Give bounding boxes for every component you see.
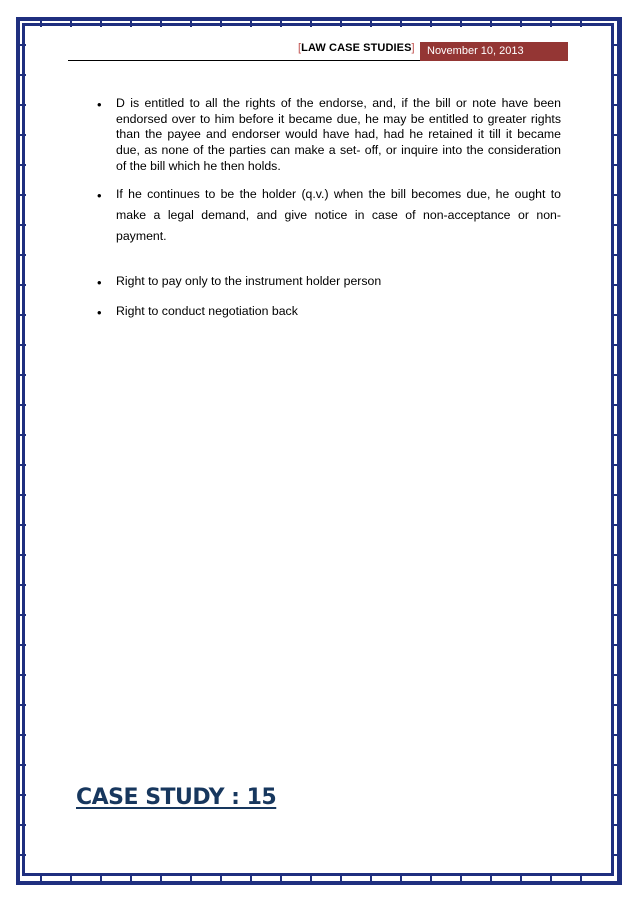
border-tick — [612, 524, 622, 526]
border-tick — [100, 875, 102, 885]
border-tick — [16, 104, 26, 106]
bullet-item — [95, 304, 561, 320]
border-tick — [612, 164, 622, 166]
border-tick — [190, 17, 192, 27]
border-tick — [70, 17, 72, 27]
border-tick — [16, 224, 26, 226]
border-tick — [550, 17, 552, 27]
header-title — [298, 42, 415, 54]
bullet-item — [95, 184, 561, 247]
border-tick — [16, 524, 26, 526]
border-tick — [612, 44, 622, 46]
border-tick — [612, 314, 622, 316]
border-tick — [612, 614, 622, 616]
border-tick — [16, 74, 26, 76]
border-tick — [16, 794, 26, 796]
border-tick — [16, 284, 26, 286]
border-tick — [220, 17, 222, 27]
border-tick — [612, 584, 622, 586]
bullet-text: Right to conduct negotiation back — [116, 304, 298, 319]
border-tick — [612, 824, 622, 826]
border-tick — [612, 734, 622, 736]
border-tick — [612, 134, 622, 136]
border-tick — [400, 875, 402, 885]
border-tick — [16, 254, 26, 256]
border-tick — [16, 704, 26, 706]
border-tick — [16, 614, 26, 616]
border-tick — [130, 875, 132, 885]
border-tick — [612, 854, 622, 856]
border-tick — [16, 494, 26, 496]
border-tick — [612, 284, 622, 286]
border-tick — [16, 824, 26, 826]
border-tick — [460, 875, 462, 885]
border-tick — [16, 164, 26, 166]
border-tick — [612, 644, 622, 646]
border-tick — [250, 875, 252, 885]
border-tick — [280, 17, 282, 27]
border-tick — [520, 875, 522, 885]
border-tick — [612, 344, 622, 346]
border-tick — [160, 875, 162, 885]
border-tick — [16, 314, 26, 316]
border-tick — [612, 674, 622, 676]
border-tick — [16, 584, 26, 586]
border-tick — [130, 17, 132, 27]
border-tick — [160, 17, 162, 27]
border-tick — [612, 104, 622, 106]
border-tick — [612, 434, 622, 436]
header-date-box — [420, 42, 568, 61]
border-tick — [400, 17, 402, 27]
border-tick — [612, 404, 622, 406]
bullet-dot-icon: • — [97, 187, 102, 203]
bullet-item — [95, 274, 561, 290]
border-tick — [612, 554, 622, 556]
header-title-text: LAW CASE STUDIES — [301, 42, 412, 54]
border-tick — [612, 764, 622, 766]
border-tick — [580, 17, 582, 27]
border-tick — [16, 674, 26, 676]
border-tick — [340, 875, 342, 885]
border-tick — [612, 794, 622, 796]
bullet-dot-icon: • — [97, 305, 102, 321]
border-tick — [220, 875, 222, 885]
border-tick — [16, 554, 26, 556]
border-tick — [490, 875, 492, 885]
case-study-heading: CASE STUDY : 15 — [76, 785, 277, 810]
border-tick — [612, 704, 622, 706]
border-tick — [370, 875, 372, 885]
border-tick — [16, 734, 26, 736]
bullet-text: Right to pay only to the instrument holder person — [116, 273, 382, 288]
bullet-list — [95, 96, 561, 320]
border-tick — [430, 17, 432, 27]
header-open-bracket: [ — [298, 42, 302, 54]
border-tick — [16, 404, 26, 406]
border-tick — [612, 374, 622, 376]
bullet-dot-icon: • — [97, 274, 102, 290]
border-tick — [16, 374, 26, 376]
border-tick — [40, 875, 42, 885]
border-tick — [16, 434, 26, 436]
border-tick — [190, 875, 192, 885]
border-tick — [16, 464, 26, 466]
border-tick — [612, 254, 622, 256]
border-tick — [612, 464, 622, 466]
border-tick — [612, 494, 622, 496]
border-tick — [550, 875, 552, 885]
border-tick — [40, 17, 42, 27]
border-tick — [70, 875, 72, 885]
border-tick — [16, 764, 26, 766]
border-tick — [16, 344, 26, 346]
bullet-dot-icon: • — [97, 97, 102, 112]
border-tick — [310, 17, 312, 27]
bullet-text: If he continues to be the holder (q.v.) when the bill becomes due, he ought to make a legal demand, and give notice in case of non-acceptance or non-payment. — [116, 186, 561, 243]
border-tick — [280, 875, 282, 885]
border-tick — [580, 875, 582, 885]
border-tick — [16, 854, 26, 856]
border-tick — [612, 194, 622, 196]
border-tick — [430, 875, 432, 885]
bullet-item — [95, 96, 561, 175]
bullet-text: D is entitled to all the rights of the endorse, and, if the bill or note have been endorsed over to him before it became due, he may be entitled to greater rights than the payee and endorser would have had, had he retained it till it became due, as none of the parties can make a set- off, or inquire into the consideration of the bill which he then holds. — [116, 96, 561, 173]
header-close-bracket: ] — [411, 42, 415, 54]
border-tick — [520, 17, 522, 27]
border-tick — [612, 224, 622, 226]
border-tick — [16, 134, 26, 136]
border-tick — [16, 44, 26, 46]
border-tick — [16, 194, 26, 196]
border-tick — [310, 875, 312, 885]
border-tick — [16, 644, 26, 646]
header-date: November 10, 2013 — [427, 45, 524, 57]
border-tick — [370, 17, 372, 27]
border-tick — [460, 17, 462, 27]
border-tick — [490, 17, 492, 27]
header-rule — [68, 60, 420, 61]
border-tick — [340, 17, 342, 27]
border-tick — [612, 74, 622, 76]
border-tick — [100, 17, 102, 27]
border-tick — [250, 17, 252, 27]
